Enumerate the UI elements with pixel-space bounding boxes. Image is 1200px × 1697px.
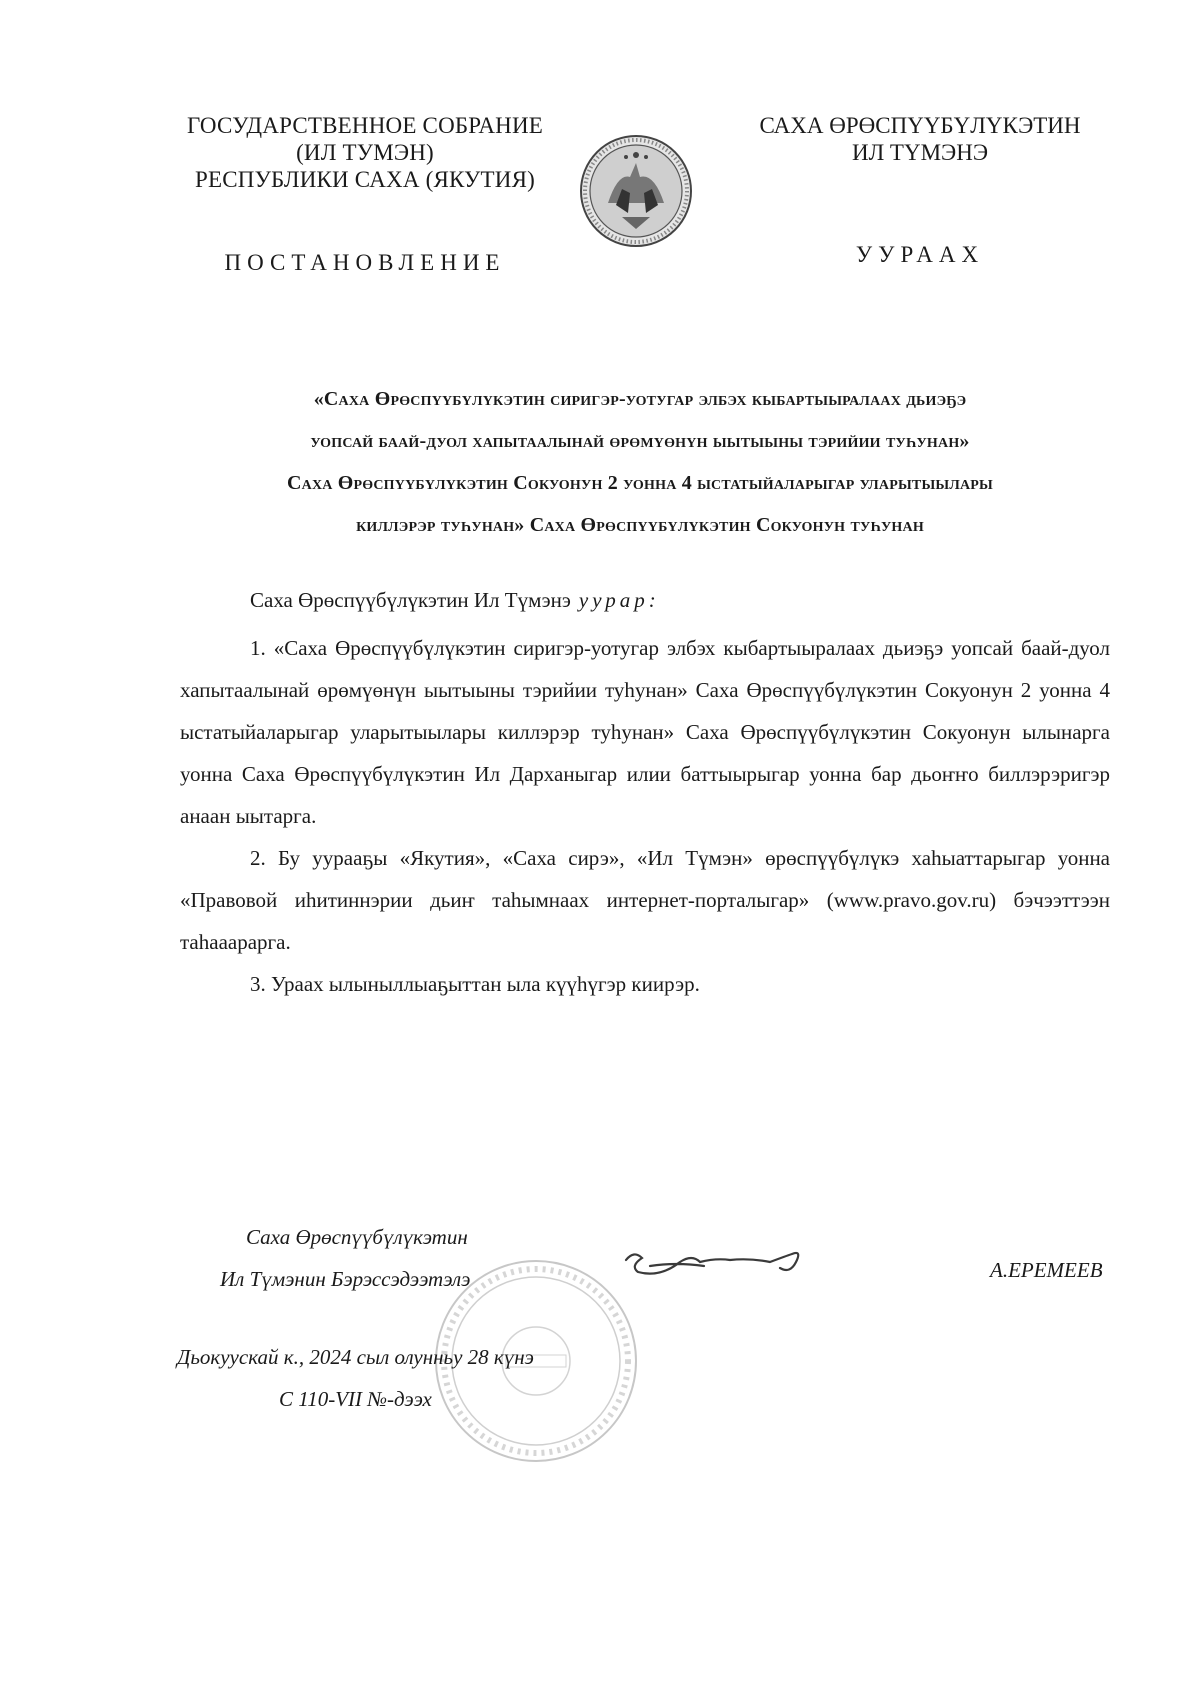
preamble-text: Саха Өрөспүүбүлүкэтин Ил Түмэнэ — [250, 588, 571, 612]
document-details — [177, 1336, 534, 1420]
document-title — [170, 378, 1110, 546]
preamble — [250, 587, 660, 613]
issuer-line: САХА ӨРӨСПҮҮБҮЛҮКЭТИН — [759, 113, 1081, 138]
issuer-line: ИЛ ТҮМЭНЭ — [851, 140, 989, 165]
position-line: Саха Өрөспүүбүлүкэтин — [246, 1225, 468, 1249]
title-line: киллэрэр туһунан» Саха Өрөспүүбүлүкэтин Сокуонун туһунан — [356, 514, 924, 536]
document-type-sakha: УУРААХ — [855, 242, 985, 267]
republic-emblem-icon — [578, 133, 694, 249]
document-type-russian: ПОСТАНОВЛЕНИЕ — [224, 250, 506, 275]
document-number: С 110-VII №-дээх — [279, 1387, 432, 1411]
issuer-name-russian — [170, 112, 560, 193]
title-line: «Саха Өрөспүүбүлүкэтин сиригэр-уотугар элбэх кыбартыыралаах дьиэҕэ — [313, 388, 967, 410]
decision-word: уурар: — [578, 588, 660, 612]
signatory-name: А.ЕРЕМЕЕВ — [990, 1258, 1103, 1282]
title-line: Саха Өрөспүүбүлүкэтин Сокуонун 2 уонна 4 ыстатыйаларыгар уларытыылары — [286, 472, 993, 494]
handwritten-signature-icon — [620, 1232, 830, 1292]
document-body — [180, 627, 1110, 1005]
clause-item: 1. «Саха Өрөспүүбүлүкэтин сиригэр-уотугар элбэх кыбартыыралаах дьиэҕэ уопсай баай-дуол хапытаалынай өрөмүөнүн ыытыыны тэрийии туһунан» Саха Өрөспүүбүлүкэтин Сокуонун 2 уонна 4 ыстатыйаларыгар уларытыылары киллэрэр туһунан» Саха Өрөспүүбүлүкэтин Сокуонун ылынарга уонна Саха Өрөспүүбүлүкэтин Ил Дарханыгар илии баттыырыгар уонна бар дьоҥҥо биллэрэригэр анаан ыытарга. — [180, 636, 1110, 828]
issuer-name-sakha — [735, 112, 1105, 166]
place-date: Дьокуускай к., 2024 сыл олунньу 28 күнэ — [177, 1345, 534, 1369]
signatory-position — [220, 1216, 470, 1300]
issuer-line: РЕСПУБЛИКИ САХА (ЯКУТИЯ) — [194, 167, 536, 192]
clause-item: 2. Бу уурааҕы «Якутия», «Саха сирэ», «Ил Түмэн» өрөспүүбүлүкэ хаһыаттарыгар уонна «Правовой иһитиннэрии дьиҥ таһымнаах интернет-порталыгар» (www.pravo.gov.ru) бэчээттээн таһааарарга. — [180, 846, 1110, 954]
clause-item: 3. Ураах ылыныллыаҕыттан ыла күүһүгэр киирэр. — [250, 972, 700, 996]
issuer-line: (ИЛ ТУМЭН) — [296, 140, 434, 165]
title-line: уопсай баай-дуол хапытаалынай өрөмүөнүн ыытыыны тэрийии туһунан» — [310, 430, 970, 452]
issuer-line: ГОСУДАРСТВЕННОЕ СОБРАНИЕ — [186, 113, 544, 138]
position-line: Ил Түмэнин Бэрэссэдээтэлэ — [220, 1267, 471, 1291]
